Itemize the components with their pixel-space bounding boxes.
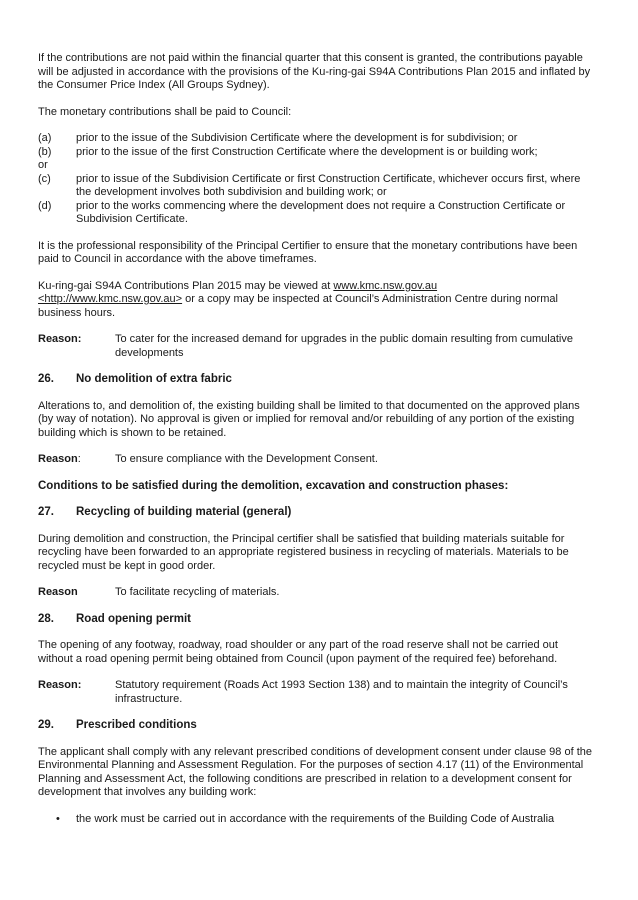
reason-block [38,333,594,360]
condition-number: 28. [38,612,54,625]
plan-text-after: or a copy may be inspected at Council’s Administration Centre during normal business hours. [38,293,558,319]
reason-block [38,453,594,467]
condition-title: Recycling of building material (general) [76,506,292,518]
payment-intro-paragraph: The monetary contributions shall be paid to Council: [38,105,292,118]
condition-title: Road opening permit [76,612,191,625]
reason-text: To facilitate recycling of materials. [115,586,280,598]
payment-timing-list [38,132,594,227]
list-item-text: prior to the works commencing where the development does not require a Construction Certificate or Subdivision Certificate. [76,199,566,225]
reason-block [38,679,594,706]
condition-number: 27. [38,506,54,518]
phase-heading: Conditions to be satisfied during the demolition, excavation and construction phases: [38,479,509,492]
list-item [38,173,594,200]
reason-block [38,586,594,600]
list-item [38,146,594,160]
condition-number: 26. [38,373,54,385]
certifier-responsibility-paragraph: It is the professional responsibility of the Principal Certifier to ensure that the monetary contributions have been paid to Council in accordance with the above timeframes. [38,239,578,265]
condition-title: No demolition of extra fabric [76,373,232,385]
reason-label: Reason: [38,333,82,345]
plan-availability-paragraph [38,280,594,321]
reason-label-colon: : [77,453,81,465]
plan-text-before: Ku-ring-gai S94A Contributions Plan 2015 may be viewed at [38,279,334,292]
list-item-label: (d) [38,199,52,212]
list-item [38,813,594,827]
reason-text: To cater for the increased demand for upgrades in the public domain resulting from cumulative developments [115,333,573,359]
condition-body-26: Alterations to, and demolition of, the existing building shall be limited to that documented on the approved plans (by way of notation). No approval is given or implied for removal and/or rebuilding of any portion of the existing building which is shown to be retained. [38,399,580,439]
list-item-label: (b) [38,145,52,158]
list-item [38,132,594,146]
bullet-text: the work must be carried out in accordance with the requirements of the Building Code of Australia [76,812,555,825]
condition-number: 29. [38,719,54,731]
kmc-website-link[interactable]: www.kmc.nsw.gov.au [333,279,438,292]
list-item-label: (c) [38,172,51,185]
or-connector: or [38,159,48,171]
list-item-text: prior to the issue of the first Construction Certificate where the development is or building work; [76,145,538,158]
reason-text: To ensure compliance with the Development Consent. [115,453,378,465]
condition-heading-26 [38,373,594,387]
condition-heading-28 [38,613,594,627]
condition-body-27: During demolition and construction, the Principal certifier shall be satisfied that building materials suitable for recycling have been forwarded to an appropriate registered business in recycling of materials. Materials to be recycled must be kept in good order. [38,532,569,572]
list-item-text: prior to issue of the Subdivision Certificate or first Construction Certificate, whichever occurs first, where the development involves both subdivision and building work; or [76,172,581,198]
condition-body-28: The opening of any footway, roadway, road shoulder or any part of the road reserve shall not be carried out without a road opening permit being obtained from Council (upon payment of the required fee) beforehand. [38,639,558,665]
condition-body-29: The applicant shall comply with any relevant prescribed conditions of development consent under clause 98 of the Environmental Planning and Assessment Regulation. For the purposes of section 4.17 (11) of the Environmental Planning and Assessment Act, the following conditions are prescribed in relation to a development consent for development that involves any building work: [38,745,592,798]
list-item [38,200,594,227]
kmc-website-url-link[interactable]: <http://www.kmc.nsw.gov.au> [38,293,183,305]
reason-label: Reason [38,586,78,598]
reason-text: Statutory requirement (Roads Act 1993 Section 138) and to maintain the integrity of Council’s infrastructure. [115,679,568,705]
condition-heading-27 [38,506,594,520]
contributions-adjustment-paragraph: If the contributions are not paid within the financial quarter that this consent is granted, the contributions payable will be adjusted in accordance with the provisions of the Ku-ring-gai S94A Contributions Plan 2015 and inflated by the Consumer Price Index (All Groups Sydney). [38,52,591,91]
reason-label: Reason [38,453,78,465]
bullet-icon: • [56,812,60,825]
list-item-label: (a) [38,132,52,144]
condition-title: Prescribed conditions [76,719,197,731]
list-item-text: prior to the issue of the Subdivision Certificate where the development is for subdivision; or [76,132,518,144]
reason-label: Reason: [38,679,82,691]
document-page [38,52,594,826]
condition-heading-29 [38,719,594,733]
